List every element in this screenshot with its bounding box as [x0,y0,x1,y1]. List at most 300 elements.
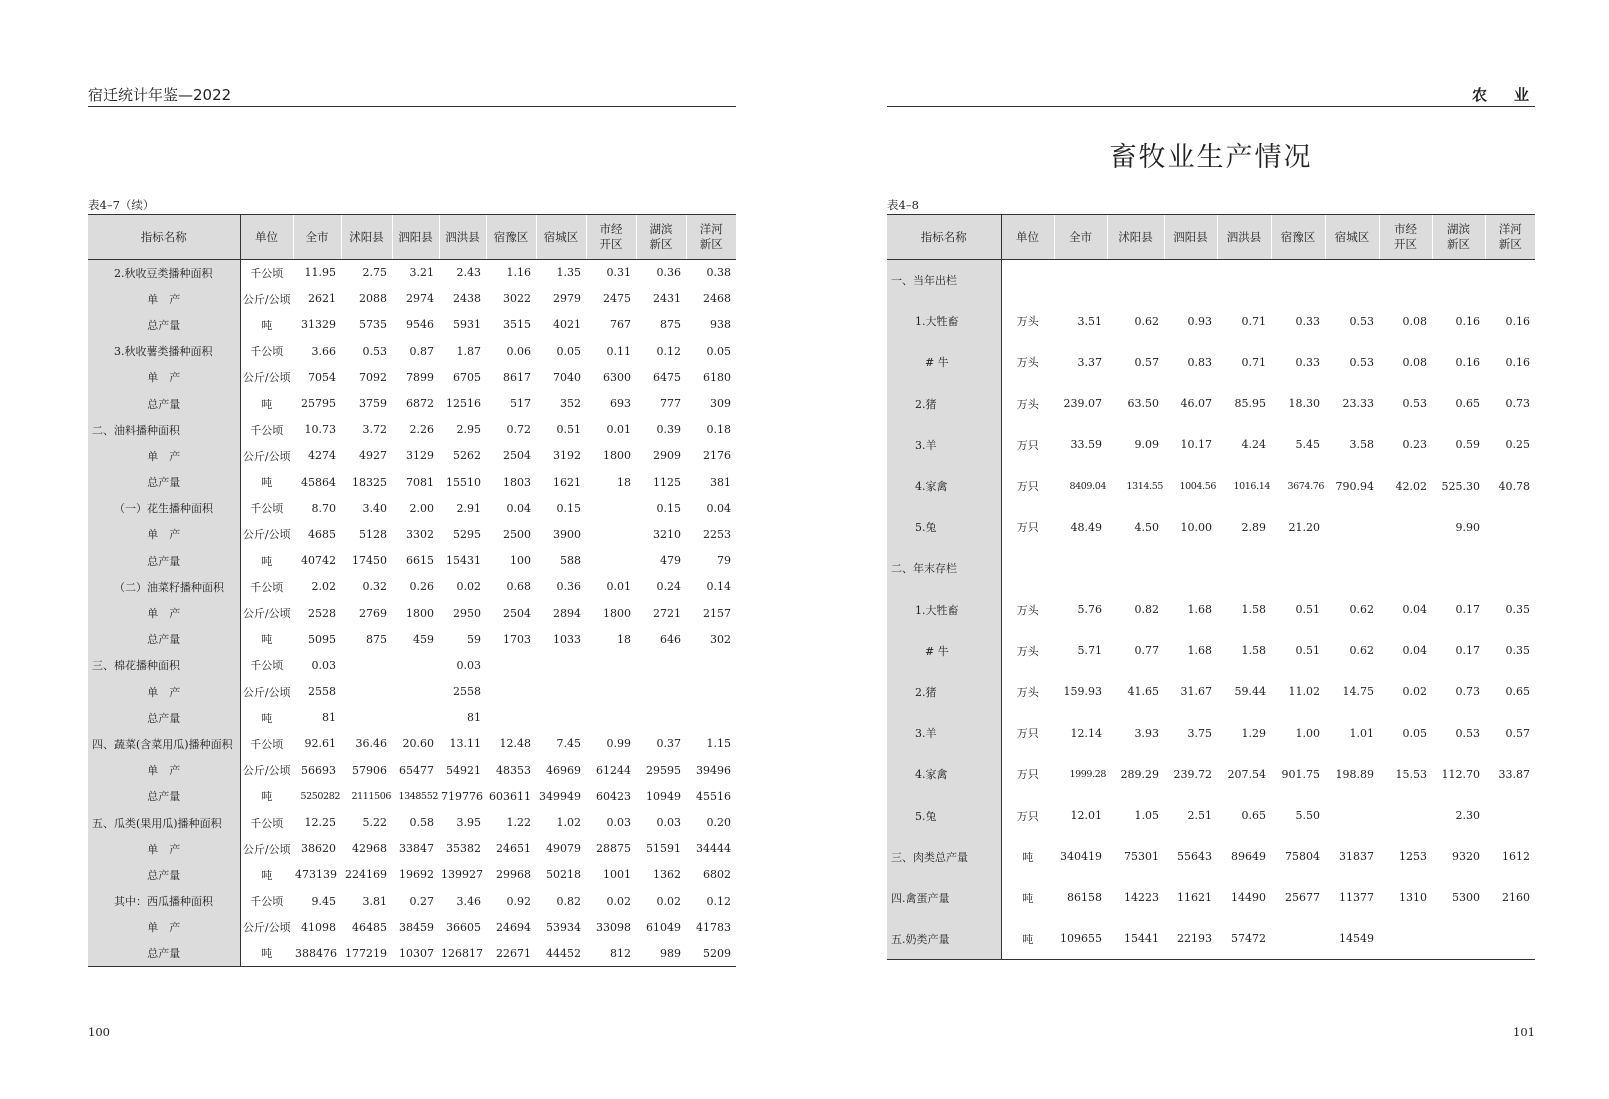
value-cell: 0.27 [409,894,434,908]
value-cell: 3192 [553,449,581,463]
value-cell: 10.00 [1180,520,1212,534]
value-cell [1164,260,1217,301]
value-cell: 4.24 [1241,438,1266,452]
row-label: 总产量 [88,705,240,731]
value-cell: 381 [710,475,731,489]
value-cell: 0.06 [506,344,531,358]
value-cell: 0.92 [506,894,531,908]
value-cell: 0.16 [1455,355,1480,369]
value-cell: 15441 [1107,919,1164,960]
value-cell: 0.68 [506,580,531,594]
value-cell: 59.44 [1234,685,1266,699]
value-cell: 875 [366,632,387,646]
value-cell [1325,260,1379,301]
value-cell: 75804 [1285,850,1320,864]
value-cell: 20.60 [402,737,434,751]
value-cell: 3022 [503,292,531,306]
row-label: 总产量 [88,548,240,574]
row-label: 2.猪 [887,383,1001,424]
row-label: 总产量 [88,783,240,809]
value-cell: 2558 [308,685,336,699]
value-cell: 38459 [399,920,434,934]
value-cell: 5300 [1452,891,1480,905]
value-cell: 5128 [359,527,387,541]
row-label: 三、棉花播种面积 [88,652,240,678]
unit-cell: 千公顷 [250,895,284,909]
column-header: 洋河 新区 [686,215,736,260]
column-header: 宿豫区 [1271,215,1325,260]
value-cell: 0.83 [1187,355,1212,369]
value-cell: 0.65 [1505,685,1530,699]
table-row [887,671,1535,712]
value-cell: 12.25 [304,816,336,830]
value-cell: 1348552 [398,790,438,802]
value-cell: 3.40 [362,501,387,515]
value-cell: 0.17 [1455,644,1480,658]
value-cell: 25795 [301,397,336,411]
value-cell: 0.03 [606,816,631,830]
value-cell: 352 [560,397,581,411]
value-cell: 89649 [1231,850,1266,864]
table-row [88,626,736,652]
table-row [88,731,736,757]
value-cell: 56693 [301,763,336,777]
value-cell: 7092 [359,370,387,384]
value-cell: 6475 [653,370,681,384]
table-label: 表4–7（续） [88,198,155,212]
page-title: 畜牧业生产情况 [1109,142,1313,173]
value-cell: 0.82 [1134,603,1159,617]
table-row [887,548,1535,589]
value-cell: 29595 [646,763,681,777]
row-label: 总产量 [88,626,240,652]
row-label: 3.羊 [887,424,1001,465]
row-label: 二、年末存栏 [887,548,1001,589]
unit-cell: 公斤/公顷 [242,292,291,306]
value-cell: 3674.76 [1287,480,1324,492]
unit-cell: 千公顷 [250,423,284,437]
value-cell: 65477 [399,763,434,777]
table-row [887,836,1535,877]
value-cell: 2504 [503,606,531,620]
value-cell: 0.23 [1402,438,1427,452]
value-cell: 139927 [441,868,483,882]
value-cell: 100 [510,554,531,568]
value-cell: 23.33 [1342,397,1374,411]
value-cell: 21.20 [1288,520,1320,534]
unit-cell [1001,260,1054,301]
value-cell: 33.87 [1498,767,1530,781]
value-cell: 0.87 [409,344,434,358]
value-cell: 0.53 [1349,314,1374,328]
value-cell: 48.49 [1070,520,1102,534]
value-cell: 51591 [646,842,681,856]
row-label: 单 产 [88,914,240,940]
value-cell: 875 [660,318,681,332]
value-cell: 719776 [441,789,483,803]
value-cell: 1362 [653,868,681,882]
value-cell: 14490 [1231,891,1266,905]
table-row [88,548,736,574]
row-label: 五.奶类产量 [887,919,1001,960]
value-cell [1107,260,1164,301]
value-cell: 15.53 [1395,767,1427,781]
table-row [887,919,1535,960]
row-label: 一、当年出栏 [887,260,1001,301]
table-row [88,364,736,390]
value-cell: 0.65 [1241,809,1266,823]
row-label: 3.秋收薯类播种面积 [88,338,240,364]
value-cell: 0.62 [1134,314,1159,328]
value-cell: 5.45 [1295,438,1320,452]
row-label: 其中：西瓜播种面积 [88,888,240,914]
value-cell [1432,919,1485,960]
value-cell [1485,260,1535,301]
value-cell: 2769 [359,606,387,620]
value-cell: 12.14 [1070,726,1102,740]
value-cell: 1.16 [506,266,531,280]
value-cell: 38620 [301,842,336,856]
value-cell: 1033 [553,632,581,646]
value-cell: 33098 [596,920,631,934]
table-row [88,862,736,888]
value-cell: 0.20 [706,816,731,830]
value-cell: 6872 [406,397,434,411]
value-cell: 57472 [1217,919,1271,960]
value-cell: 25677 [1285,891,1320,905]
table-row [887,713,1535,754]
value-cell: 57906 [352,763,387,777]
value-cell: 388476 [293,940,341,966]
row-label: 3.羊 [887,713,1001,754]
value-cell: 2909 [653,449,681,463]
value-cell: 0.99 [606,737,631,751]
unit-cell: 吨 [261,318,273,332]
unit-cell: 万头 [1016,644,1039,658]
value-cell: 0.02 [606,894,631,908]
value-cell: 4685 [308,527,336,541]
unit-cell: 万只 [1016,480,1039,494]
value-cell: 46.07 [1180,397,1212,411]
table-row [88,390,736,416]
table-label: 表4–8 [887,198,919,212]
row-label: 总产量 [88,940,240,966]
value-cell: 349949 [539,789,581,803]
unit-cell: 吨 [261,711,273,725]
column-header: 全市 [1054,215,1107,260]
value-cell: 2088 [359,292,387,306]
value-cell [1217,260,1271,301]
value-cell: 11377 [1339,891,1374,905]
value-cell: 901.75 [1281,767,1320,781]
value-cell: 2160 [1502,891,1530,905]
value-cell: 989 [636,940,686,966]
column-header: 指标名称 [88,215,240,260]
value-cell: 3.93 [1134,726,1159,740]
value-cell: 0.62 [1349,644,1374,658]
unit-cell: 公斤/公顷 [242,528,291,542]
value-cell: 55643 [1177,850,1212,864]
value-cell: 0.73 [1455,685,1480,699]
value-cell: 31.67 [1180,685,1212,699]
value-cell: 17450 [352,554,387,568]
value-cell: 50218 [546,868,581,882]
value-cell: 2475 [603,292,631,306]
value-cell: 0.25 [1505,438,1530,452]
value-cell: 63.50 [1127,397,1159,411]
value-cell: 2.89 [1241,520,1266,534]
value-cell: 0.11 [606,344,631,358]
value-cell: 0.33 [1295,355,1320,369]
value-cell: 41.65 [1127,685,1159,699]
value-cell: 9320 [1452,850,1480,864]
value-cell: 0.35 [1505,644,1530,658]
value-cell: 0.53 [1402,397,1427,411]
table-row [887,424,1535,465]
value-cell: 39496 [696,763,731,777]
value-cell: 0.77 [1134,644,1159,658]
value-cell: 3.66 [311,344,336,358]
value-cell: 40.78 [1498,479,1530,493]
value-cell: 0.36 [656,266,681,280]
value-cell [1325,507,1379,548]
value-cell: 777 [660,397,681,411]
value-cell: 33.59 [1070,438,1102,452]
unit-cell: 公斤/公顷 [242,764,291,778]
row-label: 总产量 [88,862,240,888]
value-cell: 0.36 [556,580,581,594]
column-header: 全市 [293,215,341,260]
value-cell: 0.05 [706,344,731,358]
value-cell: 0.14 [706,580,731,594]
value-cell: 5735 [359,318,387,332]
value-cell: 0.04 [1402,603,1427,617]
row-label: 单 产 [88,836,240,862]
value-cell: 35382 [446,842,481,856]
table-row [88,417,736,443]
value-cell: 6802 [703,868,731,882]
value-cell: 60423 [596,789,631,803]
value-cell: 0.53 [1349,355,1374,369]
unit-cell: 公斤/公顷 [242,371,291,385]
value-cell [392,679,439,705]
value-cell: 0.73 [1505,397,1530,411]
value-cell: 0.16 [1455,314,1480,328]
value-cell: 34444 [696,842,731,856]
value-cell: 81 [467,711,481,725]
value-cell: 5931 [453,318,481,332]
value-cell: 1.05 [1134,809,1159,823]
value-cell: 109655 [1054,919,1107,960]
value-cell: 0.33 [1295,314,1320,328]
row-label: 总产量 [88,312,240,338]
value-cell: 10307 [392,940,439,966]
value-cell: 36.46 [355,737,387,751]
column-header: 沭阳县 [1107,215,1164,260]
value-cell [1432,548,1485,589]
column-header: 洋河 新区 [1485,215,1535,260]
unit-cell: 吨 [1001,919,1054,960]
value-cell: 1800 [603,606,631,620]
value-cell: 1310 [1399,891,1427,905]
row-label: 单 产 [88,443,240,469]
value-cell: 340419 [1060,850,1102,864]
table-row [887,260,1535,301]
value-cell: 0.05 [556,344,581,358]
value-cell: 1803 [503,475,531,489]
value-cell: 0.53 [1455,726,1480,740]
value-cell: 7054 [308,370,336,384]
value-cell [486,679,536,705]
value-cell: 79 [717,554,731,568]
column-header: 泗洪县 [1217,215,1271,260]
value-cell: 224169 [345,868,387,882]
value-cell: 0.51 [556,423,581,437]
value-cell: 459 [413,632,434,646]
column-header: 泗洪县 [439,215,486,260]
value-cell: 812 [586,940,636,966]
unit-cell: 万只 [1016,438,1039,452]
table-row [887,795,1535,836]
unit-cell: 万头 [1016,356,1039,370]
value-cell [341,652,392,678]
value-cell [1054,260,1107,301]
value-cell: 15431 [446,554,481,568]
value-cell: 2.02 [311,580,336,594]
row-label: # 牛 [887,342,1001,383]
value-cell [1379,260,1432,301]
value-cell: 85.95 [1234,397,1266,411]
value-cell: 0.71 [1241,314,1266,328]
value-cell: 0.35 [1505,603,1530,617]
column-header: 市经 开区 [586,215,636,260]
value-cell: 159.93 [1063,685,1102,699]
value-cell: 239.07 [1063,397,1102,411]
value-cell: 0.38 [706,266,731,280]
value-cell: 2.75 [362,266,387,280]
value-cell: 2111506 [351,790,391,802]
value-cell [586,521,636,547]
value-cell: 177219 [341,940,392,966]
value-cell: 2.95 [456,423,481,437]
value-cell [586,705,636,731]
unit-cell: 万头 [1016,315,1039,329]
value-cell: 14223 [1124,891,1159,905]
value-cell: 2431 [653,292,681,306]
value-cell: 1800 [406,606,434,620]
value-cell: 0.05 [1402,726,1427,740]
data-table [88,214,736,967]
row-label: 2.秋收豆类播种面积 [88,260,240,286]
unit-cell: 千公顷 [250,816,284,830]
value-cell: 302 [710,632,731,646]
value-cell: 3900 [553,527,581,541]
value-cell [536,705,586,731]
table-row [88,521,736,547]
unit-cell: 千公顷 [250,502,284,516]
value-cell: 2.00 [409,501,434,515]
unit-cell: 万只 [1016,809,1039,823]
value-cell: 61049 [646,920,681,934]
value-cell [636,679,686,705]
value-cell [1485,548,1535,589]
value-cell: 517 [510,397,531,411]
value-cell: 1314.55 [1126,480,1163,492]
value-cell: 938 [710,318,731,332]
value-cell: 2558 [453,685,481,699]
value-cell: 0.02 [456,580,481,594]
row-label: 5.兔 [887,507,1001,548]
column-header: 沭阳县 [341,215,392,260]
value-cell: 11621 [1177,891,1212,905]
value-cell: 11.95 [304,266,336,280]
value-cell: 0.08 [1402,314,1427,328]
unit-cell: 公斤/公顷 [242,842,291,856]
value-cell: 2.26 [409,423,434,437]
value-cell [392,652,439,678]
value-cell: 289.29 [1120,767,1159,781]
value-cell: 3.21 [409,266,434,280]
value-cell: 5262 [453,449,481,463]
value-cell: 1.00 [1295,726,1320,740]
table-row [887,301,1535,342]
value-cell: 1703 [503,632,531,646]
value-cell: 7040 [553,370,581,384]
value-cell: 36605 [446,920,481,934]
unit-cell: 吨 [261,476,273,490]
unit-cell: 万只 [1016,521,1039,535]
table-row [887,342,1535,383]
unit-cell: 公斤/公顷 [242,685,291,699]
value-cell: 3759 [359,397,387,411]
unit-cell: 吨 [1022,891,1034,905]
value-cell: 3.75 [1187,726,1212,740]
value-cell: 18 [617,632,631,646]
row-label: 二、油料播种面积 [88,417,240,443]
value-cell: 2468 [703,292,731,306]
value-cell [586,495,636,521]
value-cell: 1.68 [1187,603,1212,617]
value-cell: 0.04 [1402,644,1427,658]
value-cell: 1016.14 [1233,480,1270,492]
value-cell: 59 [467,632,481,646]
value-cell: 0.16 [1505,355,1530,369]
value-cell: 61244 [596,763,631,777]
value-cell: 49079 [546,842,581,856]
value-cell: 9.45 [311,894,336,908]
table-row [88,286,736,312]
value-cell: 5209 [686,940,736,966]
value-cell: 588 [560,554,581,568]
value-cell [341,705,392,731]
unit-cell: 万头 [1016,685,1039,699]
value-cell: 19692 [399,868,434,882]
value-cell: 0.04 [506,501,531,515]
row-label: （二）油菜籽播种面积 [88,574,240,600]
value-cell: 0.51 [1295,644,1320,658]
table-row [88,783,736,809]
table-row [88,679,736,705]
value-cell: 22671 [486,940,536,966]
table-row [887,589,1535,630]
table-row [88,705,736,731]
value-cell: 2721 [653,606,681,620]
value-cell [586,679,636,705]
table-row [88,757,736,783]
table-row [887,630,1535,671]
table-row [887,877,1535,918]
value-cell: 14549 [1325,919,1379,960]
